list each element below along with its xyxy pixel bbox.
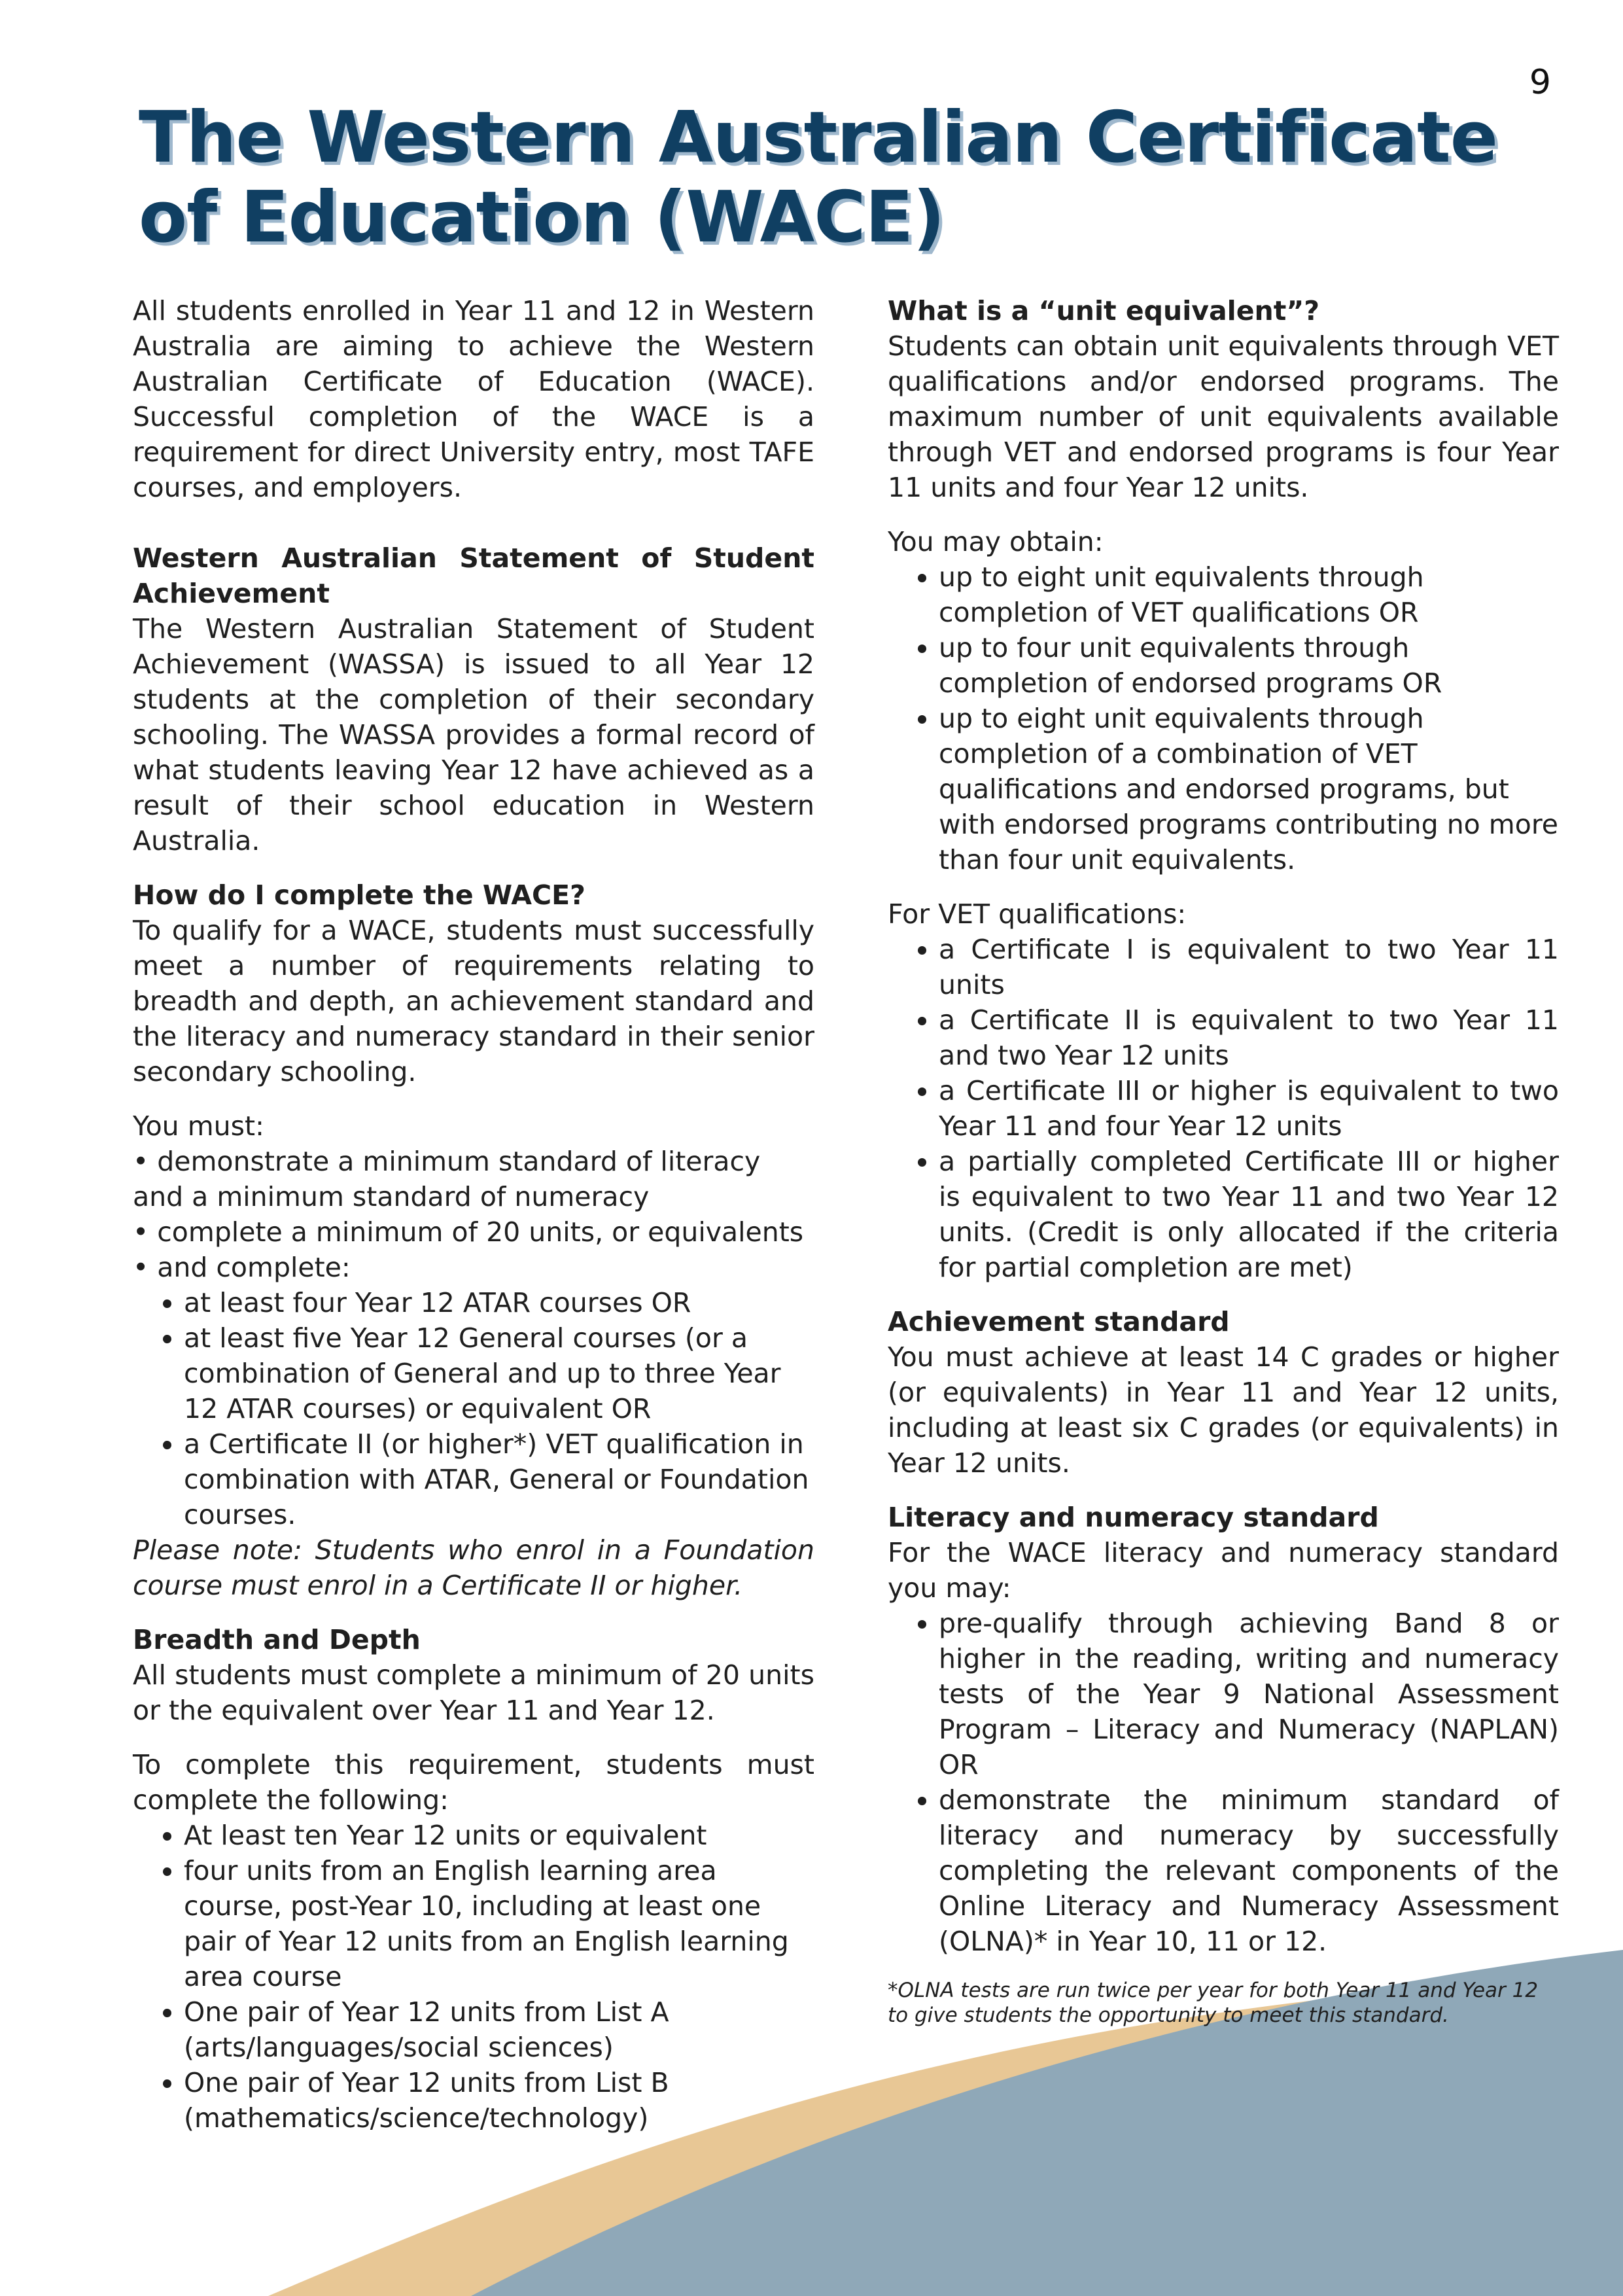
- achievement-heading: Achievement standard: [888, 1306, 1230, 1337]
- literacy-list: [888, 1606, 1559, 1959]
- vet-intro: For VET qualifications:: [888, 898, 1187, 930]
- left-column: [133, 293, 814, 2155]
- complete-wace-heading: How do I complete the WACE?: [133, 879, 585, 911]
- breadth-depth-paragraph: All students must complete a minimum of 20 units or the equivalent over Year 11 and Year 12.: [133, 1659, 814, 1726]
- complete-wace-paragraph: To qualify for a WACE, students must successfully meet a number of requirements relating to breadth and depth, an achievement standard and the literacy and numeracy standard in their senior secondary schooling.: [133, 915, 814, 1087]
- list-item: • a partially completed Certificate III or higher is equivalent to two Year 11 and two Year 12 units. (Credit is only allocated if the criteria for partial completion are met): [939, 1144, 1559, 1285]
- complete-options-list: [133, 1285, 814, 1532]
- must-item: • complete a minimum of 20 units, or equivalents: [133, 1216, 804, 1248]
- list-item: • demonstrate the minimum standard of literacy and numeracy by successfully completing the relevant components of the Online Literacy and Numeracy Assessment (OLNA)* in Year 10, 11 or 12.: [939, 1782, 1559, 1959]
- breadth-depth-list: [133, 1818, 814, 2136]
- title-line-1: The Western Australian Certificate: [139, 97, 1497, 179]
- list-item: • up to eight unit equivalents through completion of a combination of VET qualifications and endorsed programs, but with endorsed programs contributing no more than four unit equivalents.: [939, 701, 1559, 877]
- page-number: 9: [1529, 63, 1551, 102]
- unit-equivalent-paragraph: Students can obtain unit equivalents through VET qualifications and/or endorsed programs. The maximum number of unit equivalents available through VET and endorsed programs is four Year 11 units and four Year 12 units.: [888, 330, 1559, 503]
- list-item: • a Certificate I is equivalent to two Year 11 units: [939, 932, 1559, 1002]
- list-item: • One pair of Year 12 units from List A (arts/languages/social sciences): [184, 1994, 814, 2065]
- unit-equivalent-heading: What is a “unit equivalent”?: [888, 295, 1320, 327]
- wassa-paragraph: The Western Australian Statement of Student Achievement (WASSA) is issued to all Year 12 students at the completion of their secondary schooling. The WASSA provides a formal record of what students leaving Year 12 have achieved as a result of their school education in Western Australia.: [133, 613, 814, 857]
- breadth-depth-heading: Breadth and Depth: [133, 1624, 421, 1655]
- may-obtain-list: [888, 559, 1559, 877]
- wassa-heading: Western Australian Statement of Student Achievement: [133, 542, 814, 609]
- title-line-2: of Education (WACE): [139, 177, 945, 258]
- list-item: • One pair of Year 12 units from List B (mathematics/science/technology): [184, 2065, 814, 2136]
- list-item: • at least five Year 12 General courses (or a combination of General and up to three Year 12 ATAR courses) or equivalent OR: [184, 1320, 814, 1426]
- list-item: • a Certificate II is equivalent to two Year 11 and two Year 12 units: [939, 1002, 1559, 1073]
- page-title: [139, 98, 1512, 258]
- list-item: • four units from an English learning area course, post-Year 10, including at least one pair of Year 12 units from an English learning area course: [184, 1853, 814, 1994]
- list-item: • pre-qualify through achieving Band 8 or higher in the reading, writing and numeracy tests of the Year 9 National Assessment Program – Literacy and Numeracy (NAPLAN) OR: [939, 1606, 1559, 1782]
- vet-list: [888, 932, 1559, 1285]
- you-must-intro: You must:: [133, 1110, 264, 1142]
- must-item: • demonstrate a minimum standard of literacy and a minimum standard of numeracy: [133, 1146, 761, 1212]
- olna-footnote: *OLNA tests are run twice per year for both Year 11 and Year 12 to give students the opportunity to meet this standard.: [888, 1979, 1539, 2027]
- literacy-heading: Literacy and numeracy standard: [888, 1502, 1379, 1533]
- list-item: • a Certificate III or higher is equivalent to two Year 11 and four Year 12 units: [939, 1073, 1559, 1144]
- breadth-depth-intro: To complete this requirement, students must complete the following:: [133, 1749, 814, 1816]
- list-item: • a Certificate II (or higher*) VET qualification in combination with ATAR, General or Foundation courses.: [184, 1426, 814, 1532]
- list-item: • at least four Year 12 ATAR courses OR: [184, 1285, 814, 1320]
- achievement-paragraph: You must achieve at least 14 C grades or higher (or equivalents) in Year 11 and Year 12 units, including at least six C grades (or equivalents) in Year 12 units.: [888, 1341, 1559, 1479]
- intro-paragraph: All students enrolled in Year 11 and 12 in Western Australia are aiming to achieve the Western Australian Certificate of Education (WACE). Successful completion of the WACE is a requirement for direct University entry, most TAFE courses, and employers.: [133, 295, 814, 503]
- literacy-intro: For the WACE literacy and numeracy standard you may:: [888, 1537, 1559, 1604]
- list-item: • up to four unit equivalents through completion of endorsed programs OR: [939, 630, 1559, 701]
- must-item: • and complete:: [133, 1252, 351, 1283]
- list-item: • At least ten Year 12 units or equivalent: [184, 1818, 814, 1853]
- right-column: [888, 293, 1559, 2047]
- list-item: • up to eight unit equivalents through completion of VET qualifications OR: [939, 559, 1559, 630]
- may-obtain-intro: You may obtain:: [888, 526, 1104, 557]
- please-note: Please note: Students who enrol in a Foundation course must enrol in a Certificate II or higher.: [133, 1534, 814, 1601]
